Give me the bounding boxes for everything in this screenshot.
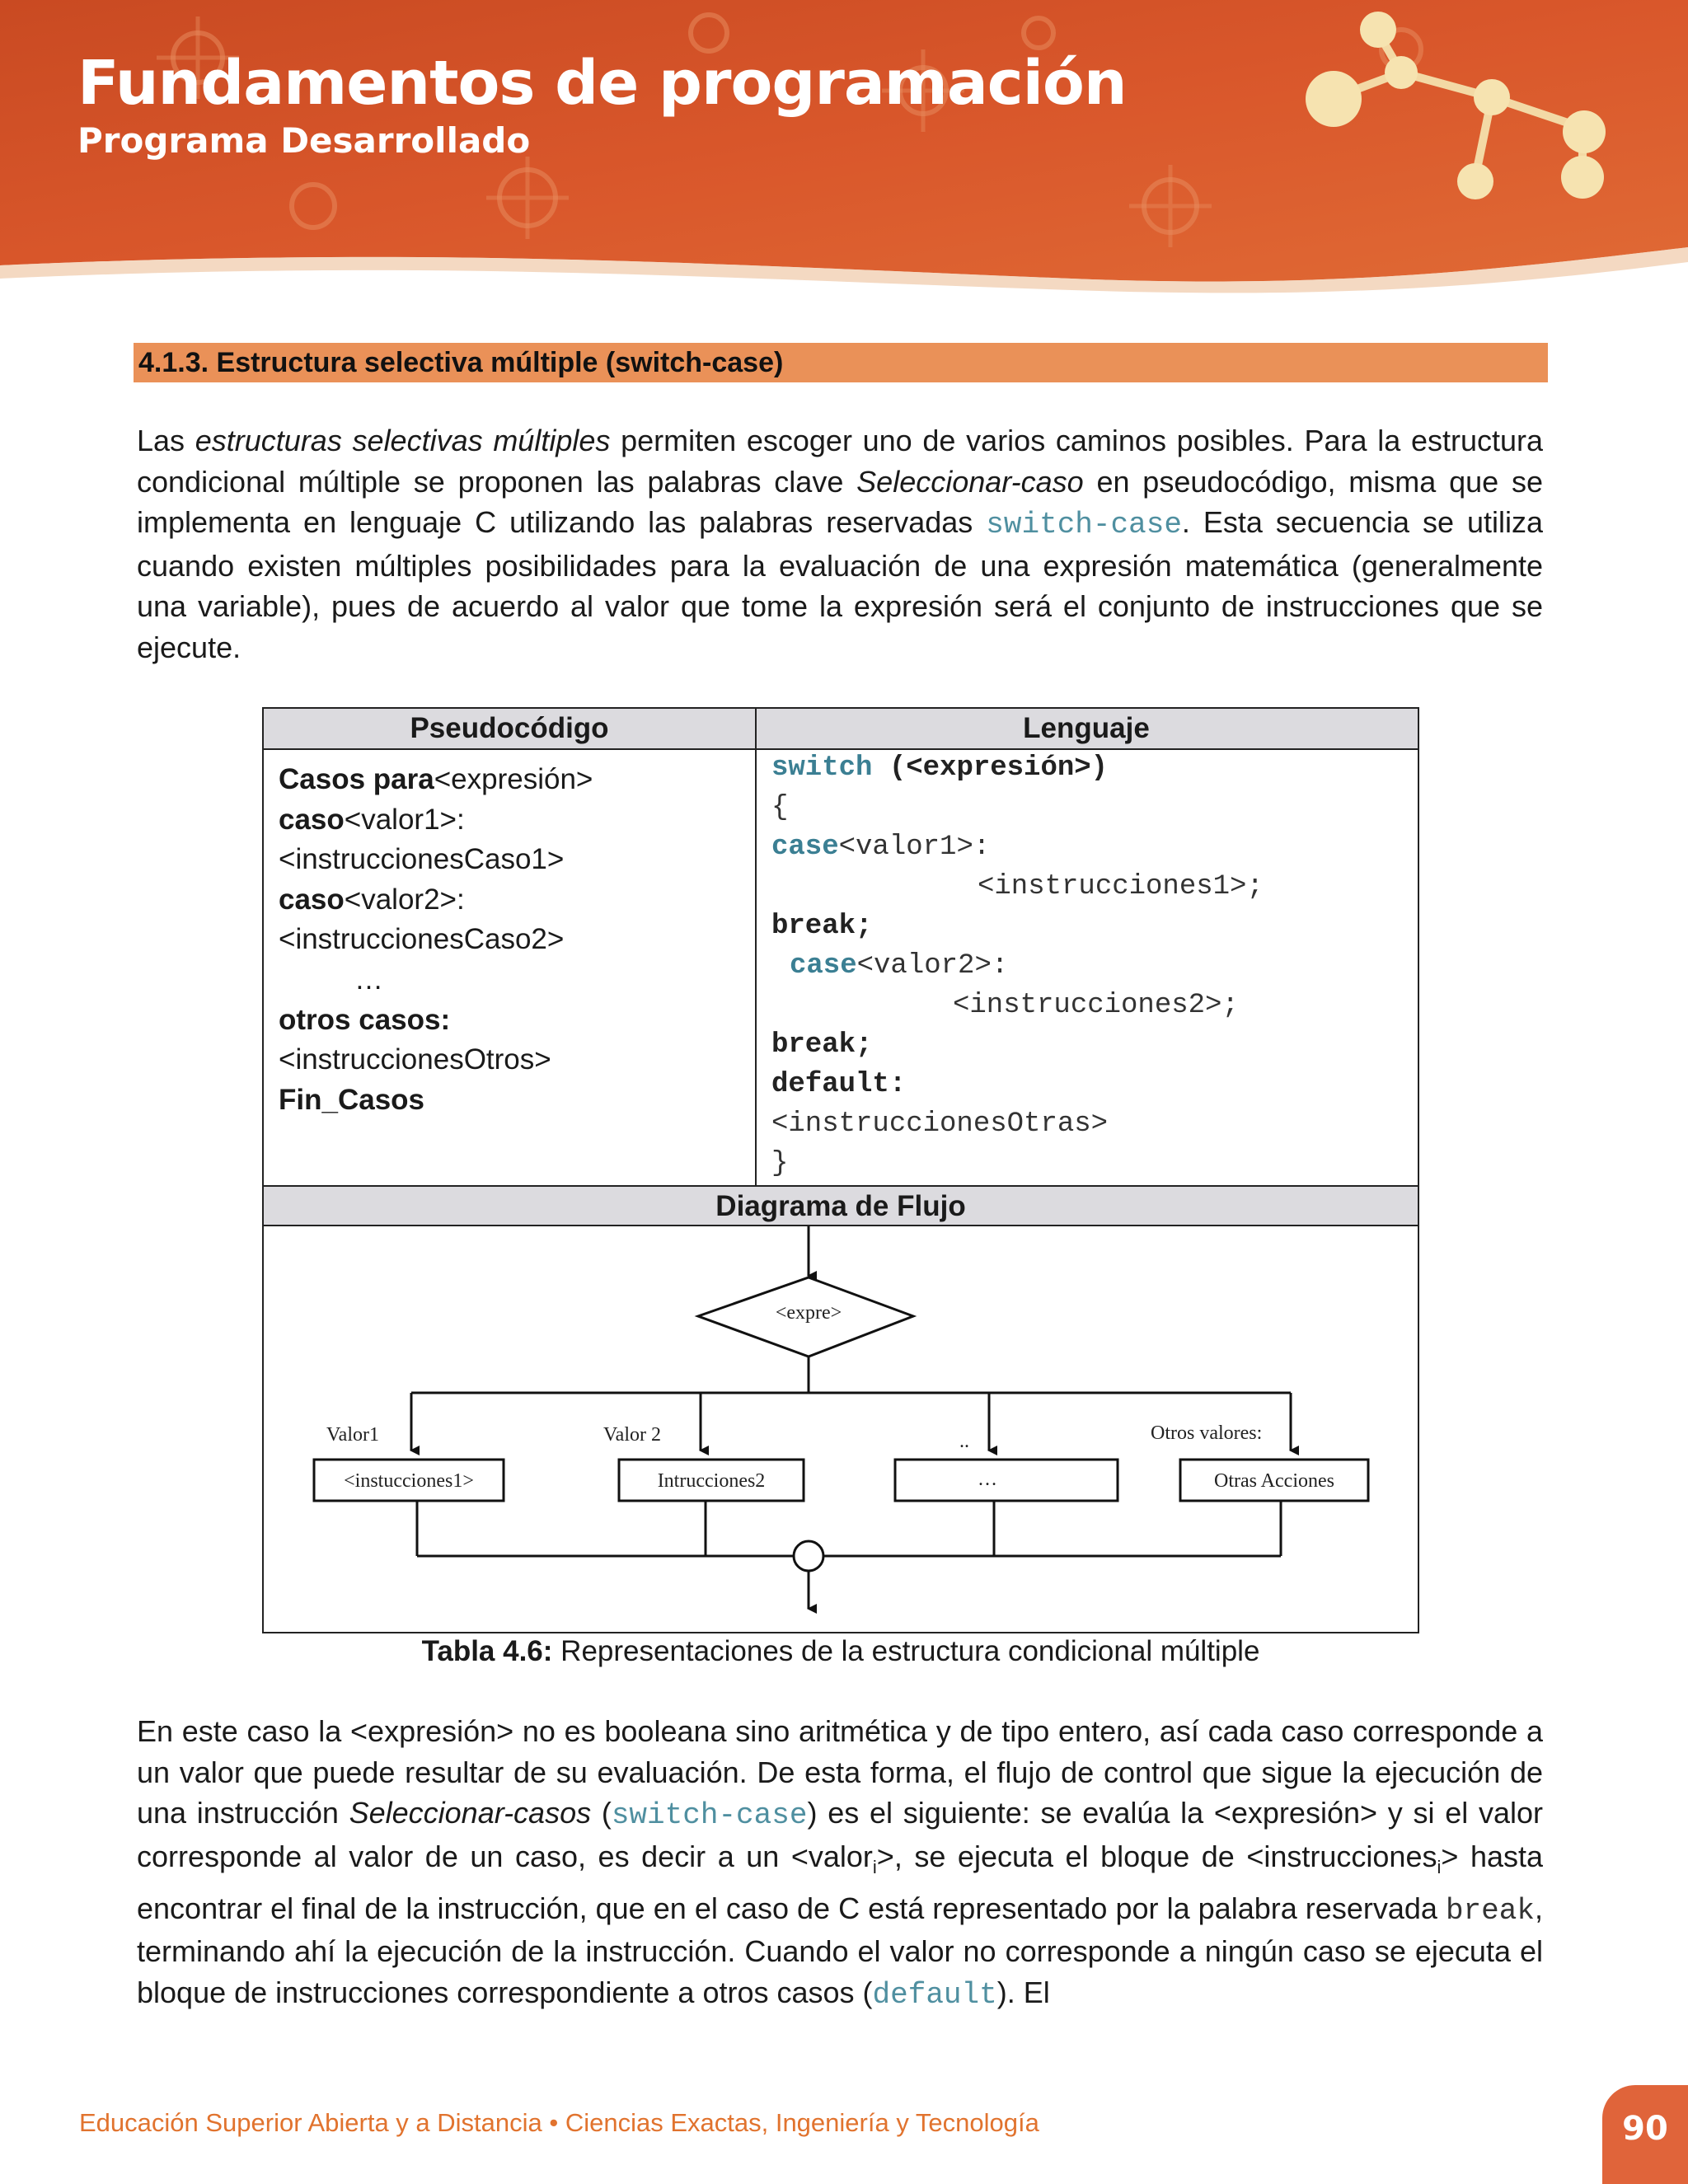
branch-label-3: .. xyxy=(959,1431,969,1452)
pseudocode-block: Casos para<expresión> caso<valor1>: <instruccionesCaso1> caso<valor2>: <instruccionesCaso2> … otros casos: <instruccionesOtros> Fin_Casos xyxy=(279,763,593,1116)
page-title: Fundamentos de programación xyxy=(77,48,1127,119)
inline-code: default xyxy=(872,1977,997,2012)
inline-code: switch-case xyxy=(611,1798,808,1833)
table-header-language: Lenguaje xyxy=(755,709,1418,750)
page-number: 90 xyxy=(1622,2110,1668,2148)
table-header-flowchart: Diagrama de Flujo xyxy=(264,1185,1418,1226)
process-label-3: … xyxy=(978,1469,997,1490)
process-label-2: Intrucciones2 xyxy=(657,1470,766,1492)
process-box-3 xyxy=(895,1460,1118,1501)
representation-table xyxy=(262,707,1419,1633)
flowchart xyxy=(264,709,1418,1632)
process-label-4: Otras Acciones xyxy=(1214,1470,1334,1492)
process-label-1: <instucciones1> xyxy=(344,1470,474,1492)
decision-label: <expre> xyxy=(775,1302,842,1324)
inline-code: switch-case xyxy=(986,508,1182,542)
footer-text: Educación Superior Abierta y a Distancia • Ciencias Exactas, Ingeniería y Tecnología xyxy=(79,2108,1039,2137)
table-header-pseudocode: Pseudocódigo xyxy=(264,709,755,750)
connector-circle xyxy=(794,1541,823,1571)
page-subtitle: Programa Desarrollado xyxy=(77,120,531,161)
branch-label-1: Valor1 xyxy=(326,1424,379,1446)
header-banner xyxy=(0,0,1688,297)
body-paragraph: En este caso la <expresión> no es booleana sino aritmética y de tipo entero, así cada caso corresponde a un valor que puede resultar de su evaluación. De esta forma, el flujo de control que sigue la ejecución de una instrucción Seleccionar-casos (switch-case) es el siguiente: se evalúa la <expresión> y si el valor corresponde al valor de un caso, es decir a un <valor$_i$>, se ejecuta el bloque de <instrucciones$_i$> hasta encontrar el final de la instrucción, que en el caso de C está representado por la palabra reservada break, terminando ahí la ejecución de la instrucción. Cuando el valor no corresponde a ningún caso se ejecuta el bloque de instrucciones correspondiente a otros casos (default). El xyxy=(137,1714,1544,2012)
branch-label-2: Valor 2 xyxy=(603,1424,661,1446)
c-code-block: switch (<expresión>) { case<valor1>: <instrucciones1>; break; case<valor2>: <instrucciones2>; break; default: <instruccionesOtras> } xyxy=(771,752,1264,1179)
intro-paragraph: Las estructuras selectivas múltiples permiten escoger uno de varios caminos posibles. Para la estructura condicional múltiple se proponen las palabras clave Seleccionar-caso en pseudocódigo, misma que se implementa en lenguaje C utilizando las palabras reservadas switch-case. Esta secuencia se utiliza cuando existen múltiples posibilidades para la evaluación de una expresión matemática (generalmente una variable), pues de acuerdo al valor que tome la expresión será el conjunto de instrucciones que se ejecute. xyxy=(137,424,1544,664)
table-caption: Tabla 4.6: Representaciones de la estructura condicional múltiple xyxy=(421,1635,1260,1667)
branch-label-4: Otros valores: xyxy=(1151,1422,1263,1444)
section-heading: 4.1.3. Estructura selectiva múltiple (switch-case) xyxy=(134,343,1548,382)
inline-code: break xyxy=(1445,1893,1535,1928)
